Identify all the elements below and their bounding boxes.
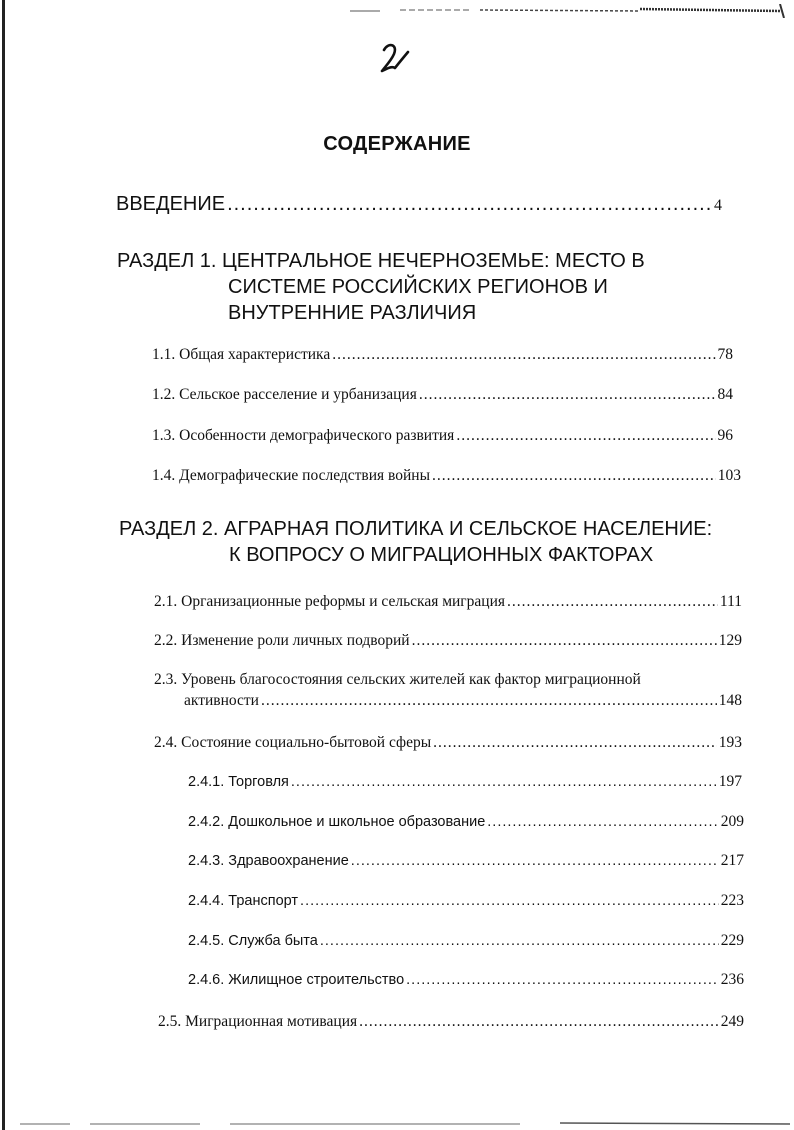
toc-item bbox=[152, 346, 733, 364]
scan-noise-top bbox=[340, 4, 794, 18]
toc-subitem bbox=[188, 852, 744, 870]
toc-page-number: 197 bbox=[718, 773, 742, 790]
section-heading-line: СИСТЕМЕ РОССИЙСКИХ РЕГИОНОВ И bbox=[228, 276, 608, 298]
leader-dots bbox=[456, 427, 715, 445]
leader-dots bbox=[412, 632, 717, 650]
toc-page-number: 111 bbox=[719, 593, 742, 610]
toc-label: 2.4.3. Здравоохранение bbox=[188, 853, 349, 869]
leader-dots bbox=[432, 467, 716, 485]
leader-dots bbox=[320, 933, 719, 949]
toc-item-multiline-cont bbox=[184, 692, 742, 710]
toc-page-number: 78 bbox=[717, 346, 733, 363]
toc-label: 2.4.5. Служба быта bbox=[188, 933, 318, 949]
page-title: СОДЕРЖАНИЕ bbox=[323, 133, 471, 155]
section-heading-line: РАЗДЕЛ 2. АГРАРНАЯ ПОЛИТИКА И СЕЛЬСКОЕ НАСЕЛЕНИЕ: bbox=[119, 518, 713, 540]
toc-item bbox=[152, 467, 741, 485]
toc-label: 2.2. Изменение роли личных подворий bbox=[154, 632, 410, 649]
leader-dots bbox=[351, 853, 719, 869]
toc-subitem bbox=[188, 932, 744, 950]
section-2-heading bbox=[119, 516, 739, 568]
toc-subitem bbox=[188, 892, 744, 910]
leader-dots bbox=[406, 972, 719, 988]
handwritten-page-number bbox=[370, 38, 420, 78]
toc-label: активности bbox=[184, 692, 259, 709]
toc-label: ВВЕДЕНИЕ bbox=[116, 193, 226, 215]
toc-item bbox=[154, 593, 742, 611]
toc-item bbox=[158, 1013, 744, 1031]
toc-label: 2.4.2. Дошкольное и школьное образование bbox=[188, 814, 486, 830]
toc-item-multiline-first: 2.3. Уровень благосостояния сельских жителей как фактор миграционной bbox=[154, 671, 641, 688]
toc-page-number: 223 bbox=[720, 892, 744, 909]
toc-item bbox=[154, 632, 742, 650]
section-heading-line: К ВОПРОСУ О МИГРАЦИОННЫХ ФАКТОРАХ bbox=[229, 544, 654, 566]
toc-page-number: 209 bbox=[720, 813, 744, 830]
toc-subitem bbox=[188, 813, 744, 831]
toc-page-number: 84 bbox=[717, 386, 733, 403]
toc-page-number: 129 bbox=[718, 632, 742, 649]
toc-page-number: 236 bbox=[720, 971, 744, 988]
leader-dots bbox=[300, 893, 719, 909]
toc-page-number: 249 bbox=[720, 1013, 744, 1030]
leader-dots bbox=[487, 814, 718, 830]
leader-dots bbox=[291, 774, 717, 790]
section-heading-line: РАЗДЕЛ 1. ЦЕНТРАЛЬНОЕ НЕЧЕРНОЗЕМЬЕ: МЕСТО В bbox=[117, 250, 645, 272]
toc-label: 2.4.4. Транспорт bbox=[188, 893, 299, 909]
toc-item bbox=[152, 427, 733, 445]
leader-dots bbox=[261, 692, 717, 710]
toc-subitem bbox=[188, 971, 744, 989]
leader-dots bbox=[507, 593, 718, 611]
toc-intro bbox=[116, 193, 722, 216]
toc-label: 1.3. Особенности демографического развития bbox=[152, 427, 455, 444]
toc-page-number: 217 bbox=[720, 852, 744, 869]
toc-label: 1.1. Общая характеристика bbox=[152, 346, 331, 363]
toc-page-number: 229 bbox=[720, 932, 744, 949]
leader-dots bbox=[433, 734, 717, 752]
toc-item bbox=[152, 386, 733, 404]
toc-page-number: 148 bbox=[718, 692, 742, 709]
toc-item bbox=[154, 734, 742, 752]
scan-noise-bottom bbox=[0, 1116, 794, 1128]
toc-label: 2.4.1. Торговля bbox=[188, 774, 289, 790]
toc-page-number: 103 bbox=[717, 467, 741, 484]
toc-label: 1.4. Демографические последствия войны bbox=[152, 467, 431, 484]
toc-label: 2.1. Организационные реформы и сельская миграция bbox=[154, 593, 506, 610]
toc-label: 2.4. Состояние социально-бытовой сферы bbox=[154, 734, 432, 751]
toc-page-number: 4 bbox=[714, 197, 722, 214]
toc-label: 1.2. Сельское расселение и урбанизация bbox=[152, 386, 417, 403]
scan-left-edge bbox=[2, 0, 5, 1130]
leader-dots bbox=[332, 346, 715, 364]
leader-dots bbox=[419, 386, 716, 404]
section-heading-line: ВНУТРЕННИЕ РАЗЛИЧИЯ bbox=[228, 302, 477, 324]
toc-label: 2.4.6. Жилищное строительство bbox=[188, 972, 405, 988]
toc-label: 2.5. Миграционная мотивация bbox=[158, 1013, 358, 1030]
toc-page-number: 193 bbox=[718, 734, 742, 751]
leader-dots bbox=[359, 1013, 719, 1031]
toc-subitem bbox=[188, 773, 742, 791]
section-1-heading bbox=[117, 248, 677, 326]
toc-page-number: 96 bbox=[717, 427, 733, 444]
leader-dots bbox=[227, 193, 712, 216]
